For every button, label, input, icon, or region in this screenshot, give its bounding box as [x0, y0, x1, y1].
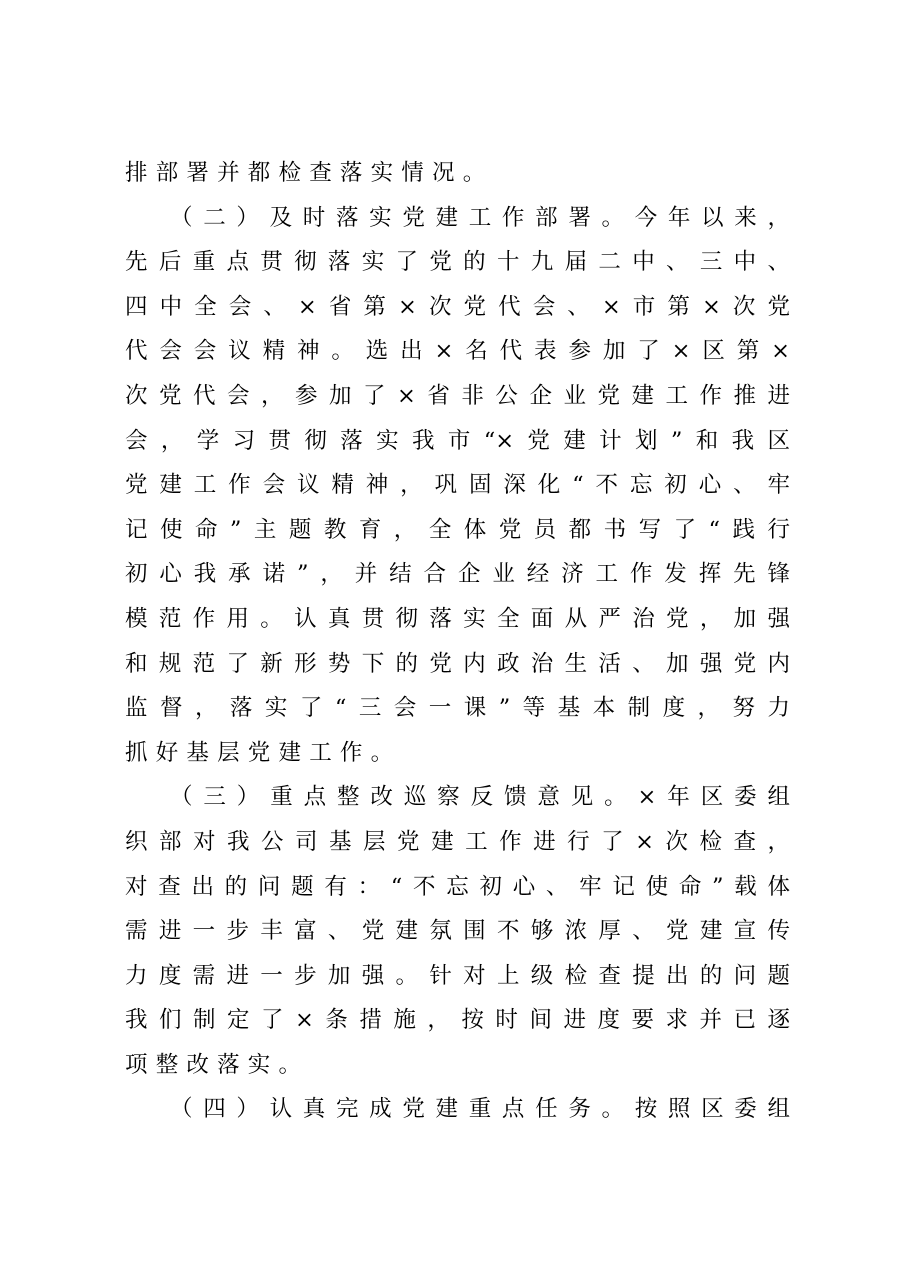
text-line: 次党代会，参加了×省非公企业党建工作推进: [125, 382, 790, 409]
text-line: 代会会议精神。选出×名代表参加了×区第×: [125, 338, 790, 365]
text-line: 项整改落实。: [125, 1051, 310, 1078]
paragraph-heading-4: （四）认真完成党建重点任务。按照区委组: [170, 1096, 790, 1123]
text-line: 我们制定了×条措施，按时间进度要求并已逐: [125, 1007, 790, 1034]
text-line: 织部对我公司基层党建工作进行了×次检查，: [125, 828, 790, 855]
text-line: 会，学习贯彻落实我市“×党建计划”和我区: [125, 427, 790, 454]
text-line: 抓好基层党建工作。: [125, 739, 402, 766]
text-line: 四中全会、×省第×次党代会、×市第×次党: [125, 293, 790, 320]
paragraph-heading-2: （二）及时落实党建工作部署。今年以来，: [170, 204, 790, 231]
body-text: [125, 151, 790, 1132]
text-line: 力度需进一步加强。针对上级检查提出的问题: [125, 962, 790, 989]
text-line: 初心我承诺”，并结合企业经济工作发挥先锋: [125, 561, 790, 588]
text-line: 先后重点贯彻落实了党的十九届二中、三中、: [125, 249, 790, 276]
paragraph-heading-3: （三）重点整改巡察反馈意见。×年区委组: [170, 784, 790, 811]
text-line: 排部署并都检查落实情况。: [125, 160, 494, 186]
text-line: 需进一步丰富、党建氛围不够浓厚、党建宣传: [125, 918, 790, 945]
text-line: 模范作用。认真贯彻落实全面从严治党，加强: [125, 605, 790, 632]
text-line: 和规范了新形势下的党内政治生活、加强党内: [125, 650, 790, 677]
text-line: 对查出的问题有：“不忘初心、牢记使命”载体: [125, 873, 790, 900]
text-line: 监督，落实了“三会一课”等基本制度，努力: [125, 695, 790, 722]
text-line: 党建工作会议精神，巩固深化“不忘初心、牢: [125, 472, 790, 499]
text-line: 记使命”主题教育，全体党员都书写了“践行: [125, 516, 790, 543]
